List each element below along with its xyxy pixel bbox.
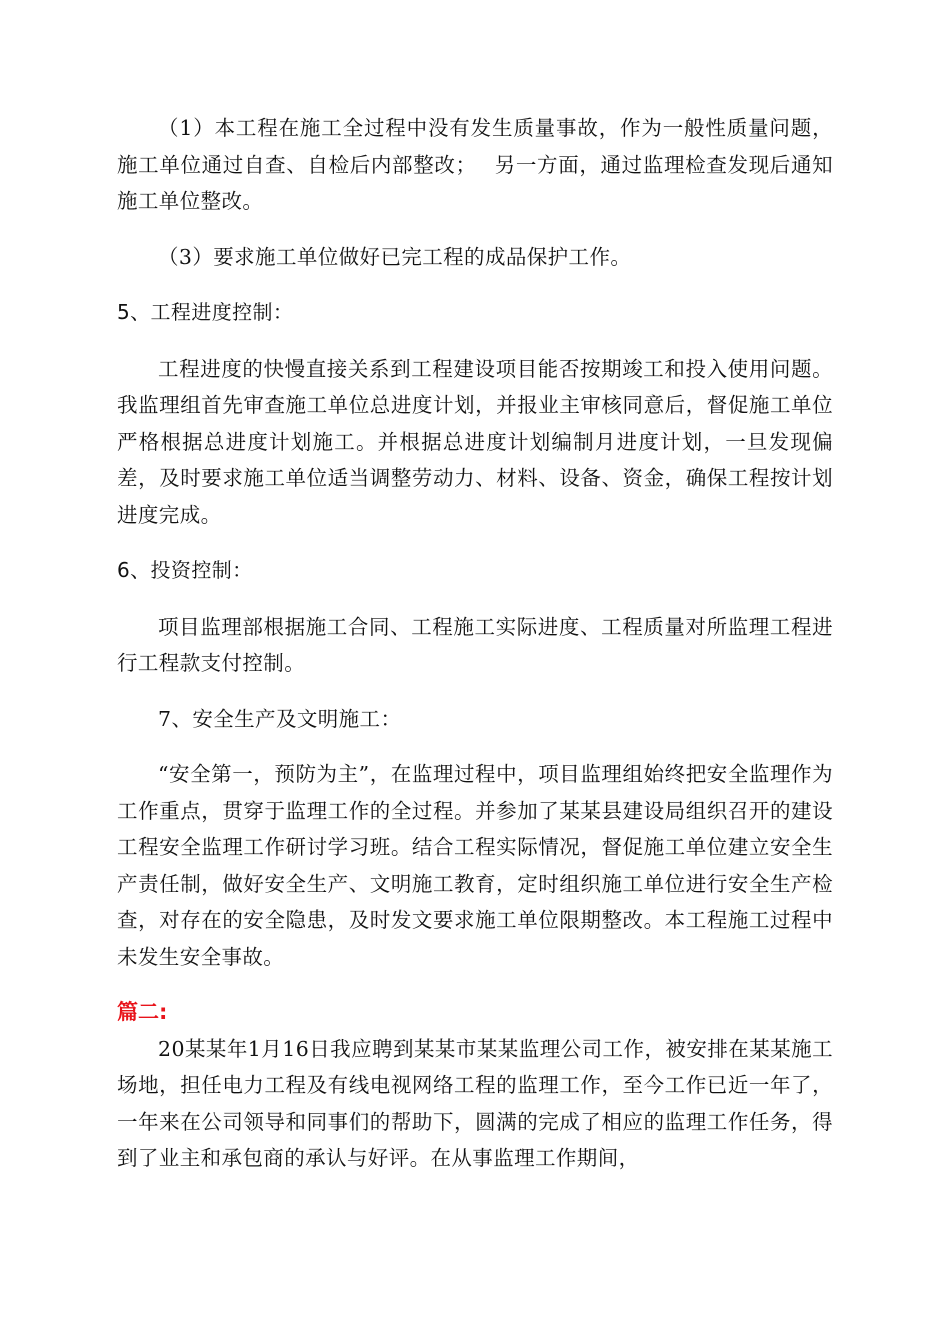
heading-investment-control: 6、投资控制： [117,558,253,582]
section-title: 篇二: [117,1000,168,1024]
paragraph-quality-issues: （1）本工程在施工全过程中没有发生质量事故，作为一般性质量问题，施工单位通过自查、自检后内部整改； 另一方面，通过监理检查发现后通知施工单位整改。 [117,116,833,213]
paragraph-investment-control: 项目监理部根据施工合同、工程施工实际进度、工程质量对所监理工程进行工程款支付控制。 [117,614,833,675]
paragraph-schedule-control: 工程进度的快慢直接关系到工程建设项目能否按期竣工和投入使用问题。我监理组首先审查施工单位总进度计划，并报业主审核同意后，督促施工单位严格根据总进度计划施工。并根据总进度计划编制月进度计划，一旦发现偏差，及时要求施工单位适当调整劳动力、材料、设备、资金，确保工程按计划进度完成。 [117,356,833,527]
paragraph-product-protection: （3）要求施工单位做好已完工程的成品保护工作。 [158,244,632,269]
paragraph-safety-production: “安全第一，预防为主”，在监理过程中，项目监理组始终把安全监理作为工作重点，贯穿于监理工作的全过程。并参加了某某县建设局组织召开的建设工程安全监理工作研讨学习班。结合工程实际情况，督促施工单位建立安全生产责任制，做好安全生产、文明施工教育，定时组织施工单位进行安全生产检查，对存在的安全隐患，及时发文要求施工单位限期整改。本工程施工过程中未发生安全事故。 [117,762,833,969]
heading-schedule-control: 5、工程进度控制： [117,300,294,324]
document-page [117,110,833,1177]
paragraph-part-two: 20某某年1月16日我应聘到某某市某某监理公司工作，被安排在某某施工场地，担任电力工程及有线电视网络工程的监理工作，至今工作已近一年了，一年来在公司领导和同事们的帮助下，圆满的完成了相应的监理工作任务，得到了业主和承包商的承认与好评。在从事监理工作期间， [117,1036,833,1170]
heading-safety-production: 7、安全生产及文明施工： [158,706,402,731]
